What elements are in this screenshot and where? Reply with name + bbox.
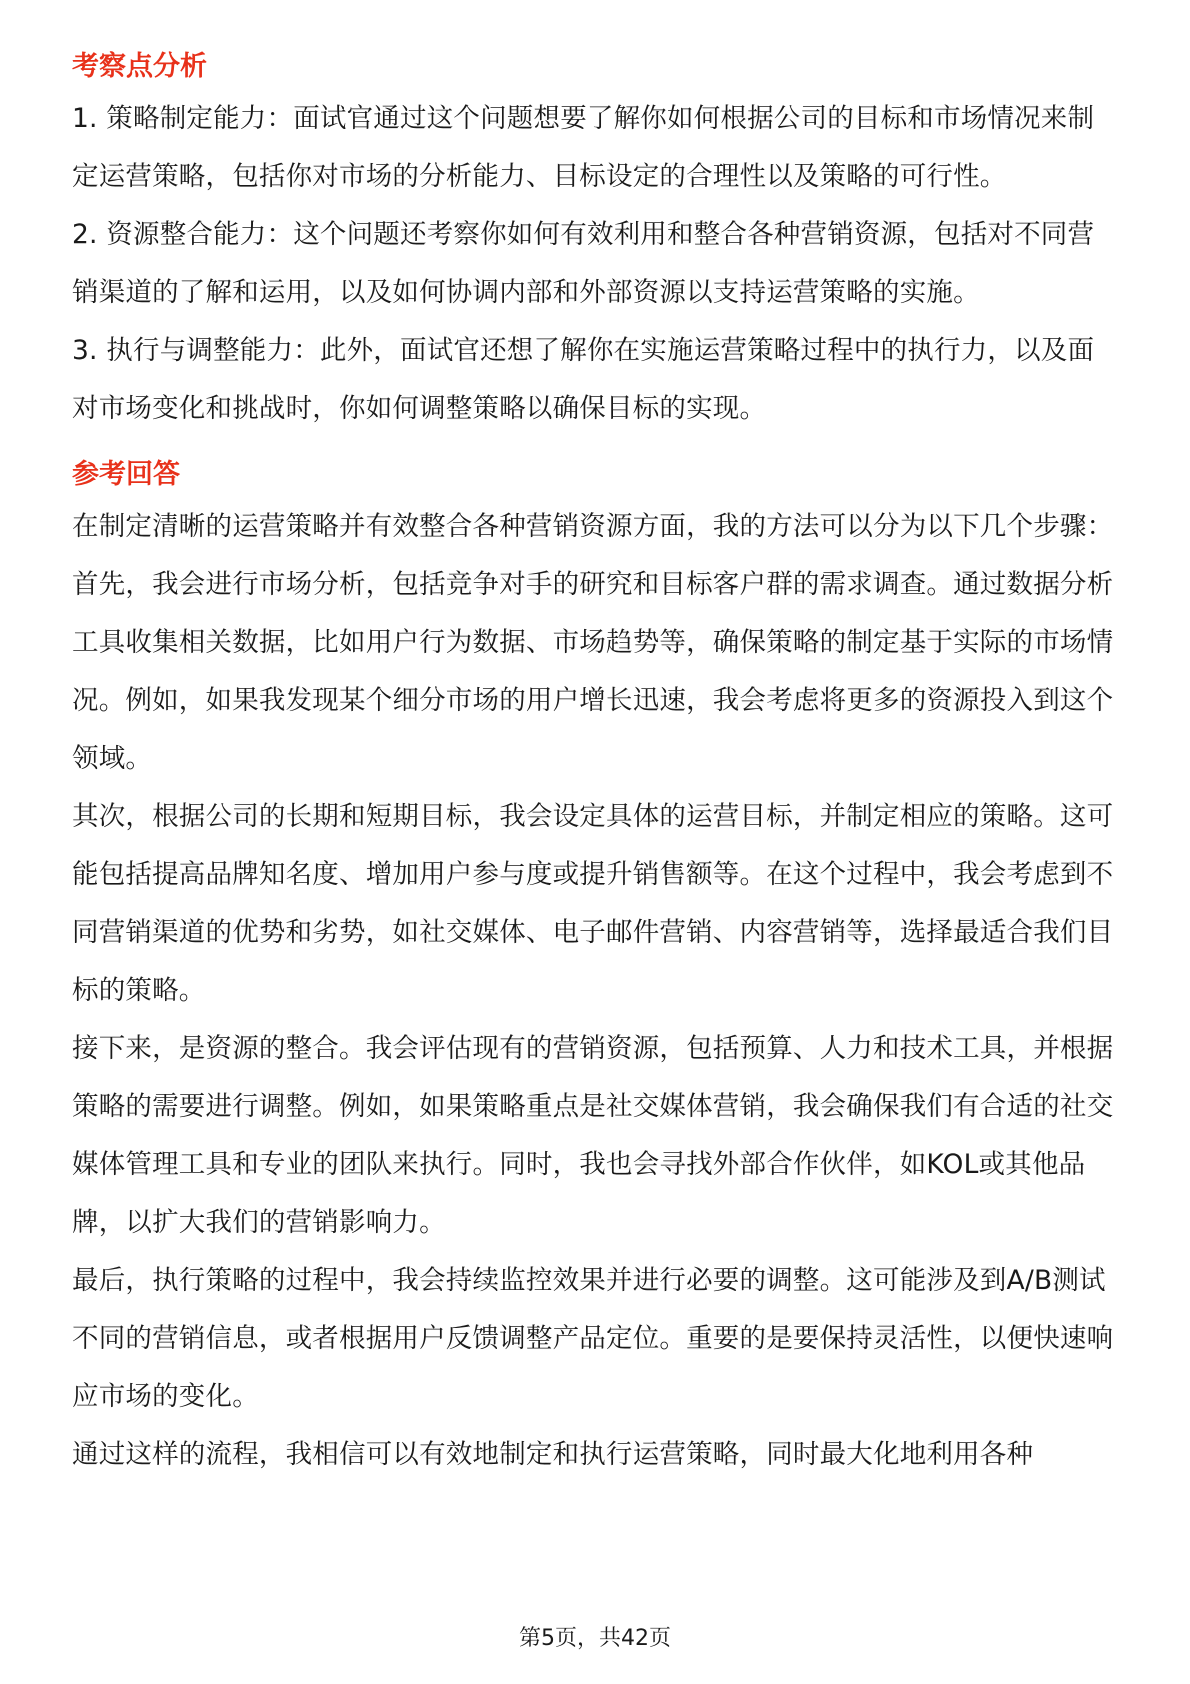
answer-paragraph-conclusion: 通过这样的流程，我相信可以有效地制定和执行运营策略，同时最大化地利用各种 [72,1439,1034,1470]
answer-paragraph-market-analysis: 首先，我会进行市场分析，包括竞争对手的研究和目标客户群的需求调查。通过数据分析工具收集相关数据，比如用户行为数据、市场趋势等，确保策略的制定基于实际的市场情况。例如，如果我发现某个细分市场的用户增长迅速，我会考虑将更多的资源投入到这个领域。 [72,569,1114,774]
analysis-item-3: 3. 执行与调整能力：此外，面试官还想了解你在实施运营策略过程中的执行力，以及面对市场变化和挑战时，你如何调整策略以确保目标的实现。 [72,335,1095,424]
analysis-item-2: 2. 资源整合能力：这个问题还考察你如何有效利用和整合各种营销资源，包括对不同营销渠道的了解和运用，以及如何协调内部和外部资源以支持运营策略的实施。 [72,219,1095,308]
analysis-item-1: 1. 策略制定能力：面试官通过这个问题想要了解你如何根据公司的目标和市场情况来制定运营策略，包括你对市场的分析能力、目标设定的合理性以及策略的可行性。 [72,103,1095,192]
answer-paragraph-execution: 最后，执行策略的过程中，我会持续监控效果并进行必要的调整。这可能涉及到A/B测试不同的营销信息，或者根据用户反馈调整产品定位。重要的是要保持灵活性，以便快速响应市场的变化。 [72,1265,1114,1412]
analysis-section-title: 考察点分析 [72,51,207,82]
answer-paragraph-intro: 在制定清晰的运营策略并有效整合各种营销资源方面，我的方法可以分为以下几个步骤： [72,511,1114,542]
section-spacer [72,438,1118,452]
answer-paragraph-resources: 接下来，是资源的整合。我会评估现有的营销资源，包括预算、人力和技术工具，并根据策略的需要进行调整。例如，如果策略重点是社交媒体营销，我会确保我们有合适的社交媒体管理工具和专业的团队来执行。同时，我也会寻找外部合作伙伴，如KOL或其他品牌，以扩大我们的营销影响力。 [72,1033,1114,1238]
document-page [72,44,1118,1484]
page-number-footer: 第5页，共42页 [519,1626,671,1651]
answer-section-title: 参考回答 [72,459,180,490]
answer-paragraph-goals: 其次，根据公司的长期和短期目标，我会设定具体的运营目标，并制定相应的策略。这可能包括提高品牌知名度、增加用户参与度或提升销售额等。在这个过程中，我会考虑到不同营销渠道的优势和劣势，如社交媒体、电子邮件营销、内容营销等，选择最适合我们目标的策略。 [72,801,1114,1006]
